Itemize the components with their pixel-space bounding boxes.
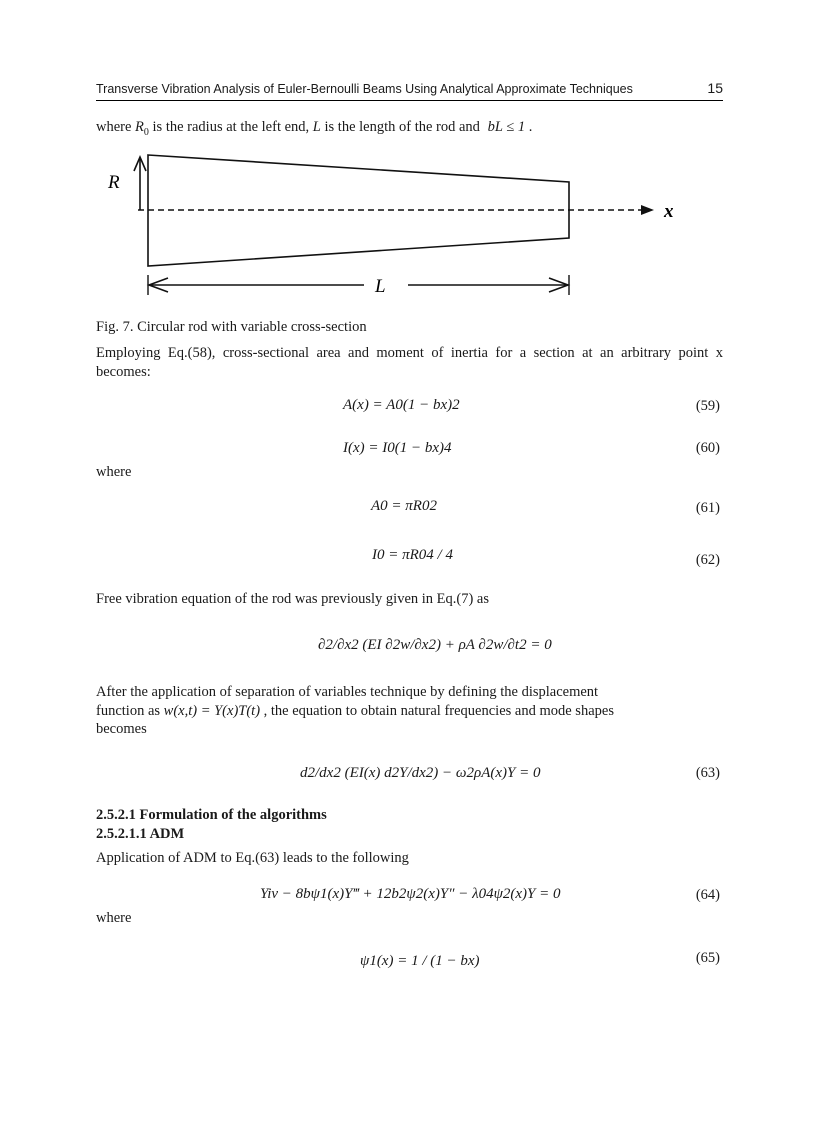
equation-number-63: (63) [695, 765, 720, 781]
figure-caption: Fig. 7. Circular rod with variable cross-section [96, 319, 367, 335]
equation-61: A0 = πR02 [371, 498, 437, 514]
intro-line: where $R_0$ is the radius at the left end, L is the length of the rod and bL ≤ 1 . [96, 119, 533, 138]
label-R: R [108, 172, 120, 193]
paragraph-4: Application of ADM to Eq.(63) leads to the following [96, 850, 409, 866]
where-label-1: where [96, 464, 132, 480]
equation-number-59: (59) [695, 398, 720, 414]
label-L: L [375, 276, 386, 297]
paragraph-2: Free vibration equation of the rod was previously given in Eq.(7) as [96, 591, 490, 607]
equation-number-61: (61) [695, 500, 720, 516]
label-x: x [664, 201, 674, 222]
equation-59: A(x) = A0(1 − bx)2 [343, 397, 460, 413]
equation-60: I(x) = I0(1 − bx)4 [343, 440, 452, 456]
running-header [96, 80, 723, 101]
equation-63: d2/dx2 (EI(x) d2Y/dx2) − ω2ρA(x)Y = 0 [300, 765, 541, 781]
equation-64: Yiv − 8bψ1(x)Y‴ + 12b2ψ2(x)Y″ − λ04ψ2(x)Y = 0 [260, 886, 561, 902]
rod-diagram [96, 145, 723, 305]
equation-62: I0 = πR04 / 4 [372, 547, 453, 563]
equation-number-62: (62) [695, 552, 720, 568]
paragraph-1: Employing Eq.(58), cross-sectional area and moment of inertia for a section at an arbitrary point x becomes: [96, 345, 723, 380]
equation-65: ψ1(x) = 1 / (1 − bx) [360, 953, 480, 969]
axis-arrowhead [641, 205, 654, 215]
paragraph-3: After the application of separation of variables technique by defining the displacement function as w(x,t) = Y(x)T(t) , the equation to obtain natural frequencies and mode shapes becomes [96, 684, 614, 737]
equation-number-65: (65) [695, 950, 720, 966]
section-heading-adm: 2.5.2.1.1 ADM [96, 826, 185, 842]
equation-free-vibration: ∂2/∂x2 (EI ∂2w/∂x2) + ρA ∂2w/∂t2 = 0 [318, 637, 552, 653]
page-number: 15 [707, 80, 723, 96]
where-label-2: where [96, 910, 132, 926]
equation-number-60: (60) [695, 440, 720, 456]
rod-figure [96, 145, 723, 305]
header-title: Transverse Vibration Analysis of Euler-Bernoulli Beams Using Analytical Approximate Techniques [96, 82, 633, 96]
equation-number-64: (64) [695, 887, 720, 903]
section-heading-formulation: 2.5.2.1 Formulation of the algorithms [96, 807, 327, 823]
